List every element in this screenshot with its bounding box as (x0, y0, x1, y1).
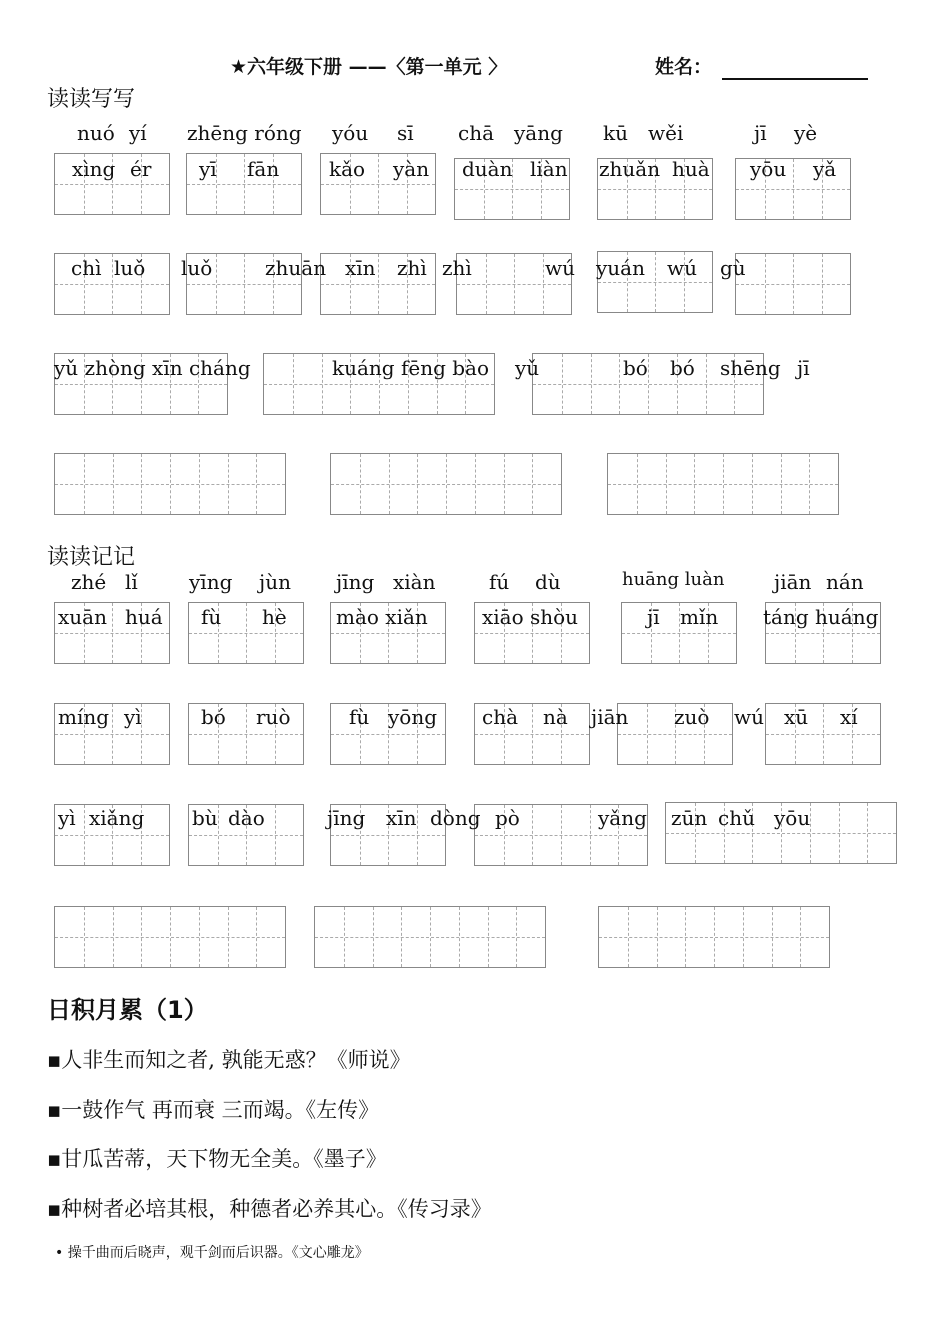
writing-box[interactable] (735, 253, 851, 315)
pinyin: bó (623, 356, 648, 380)
pinyin: yōu (774, 806, 811, 830)
pinyin: liàn (530, 157, 568, 181)
pinyin: bù (192, 806, 218, 830)
pinyin: yí (129, 121, 147, 145)
section-read-remember: 读读记记 (47, 545, 136, 570)
pinyin: jùn (259, 570, 291, 594)
pinyin: hè (262, 605, 287, 629)
pinyin: sī (397, 121, 414, 145)
pinyin: xìng (72, 157, 116, 181)
quote-line: ▪人非生而知之者, 孰能无惑？《师说》 (47, 1048, 411, 1072)
pinyin: jīng (336, 570, 375, 594)
writing-box[interactable] (598, 906, 830, 968)
name-label: 姓名： (655, 56, 713, 78)
pinyin: yǔ zhòng xīn cháng (54, 356, 251, 380)
pinyin: jī (797, 356, 810, 380)
quote-line: ▪种树者必培其根，种德者必养其心。《传习录》 (47, 1197, 492, 1221)
pinyin: wú (734, 705, 764, 729)
pinyin: xí (840, 705, 858, 729)
pinyin: jiān (591, 705, 629, 729)
pinyin: yàn (393, 157, 430, 181)
pinyin: xiǎng (89, 806, 145, 830)
pinyin: yǎ (813, 157, 837, 181)
pinyin: lǐ (125, 570, 138, 594)
pinyin: bó (201, 705, 226, 729)
pinyin: yōu (750, 157, 787, 181)
pinyin: táng huáng (763, 605, 879, 629)
pinyin: yīng (189, 570, 233, 594)
accumulate-title: 日积月累（1） (47, 996, 208, 1024)
pinyin: xīn (386, 806, 417, 830)
pinyin: huāng luàn (622, 569, 725, 590)
section-read-write: 读读写写 (47, 87, 136, 112)
pinyin: huà (672, 157, 710, 181)
pinyin: kuáng fēng bào (332, 356, 490, 380)
pinyin: fān (247, 157, 280, 181)
pinyin: duàn (462, 157, 513, 181)
pinyin: chā (458, 121, 495, 145)
pinyin: wěi (648, 121, 684, 145)
pinyin: zuò (674, 705, 710, 729)
pinyin: wú (545, 256, 575, 280)
pinyin: zhì (397, 256, 427, 280)
pinyin: fú (489, 570, 510, 594)
writing-box[interactable] (607, 453, 839, 515)
writing-box[interactable] (314, 906, 546, 968)
pinyin: fù (201, 605, 222, 629)
pinyin: míng (58, 705, 110, 729)
pinyin: ruò (256, 705, 291, 729)
pinyin: chǔ (718, 806, 755, 830)
pinyin: yǔ (515, 356, 540, 380)
writing-box[interactable] (330, 453, 562, 515)
pinyin: yāng (514, 121, 563, 145)
pinyin: jī (754, 121, 767, 145)
pinyin: fù (349, 705, 370, 729)
pinyin: gù (720, 256, 746, 280)
pinyin: yè (794, 121, 818, 145)
pinyin: nán (826, 570, 864, 594)
pinyin: jiān (774, 570, 812, 594)
pinyin: dào (228, 806, 265, 830)
pinyin: jīng (327, 806, 366, 830)
pinyin: shēng (720, 356, 781, 380)
pinyin: chà (482, 705, 519, 729)
pinyin: yì (58, 806, 76, 830)
pinyin: yǎng (598, 806, 647, 830)
pinyin: mǐn (680, 605, 719, 629)
pinyin: xiāo shòu (482, 605, 579, 629)
pinyin: yī (199, 157, 217, 181)
pinyin: mào xiǎn (336, 605, 428, 629)
writing-box[interactable] (54, 906, 286, 968)
writing-box[interactable] (54, 453, 286, 515)
quote-line-small: • 操千曲而后晓声，观千剑而后识器。《文心雕龙》 (55, 1245, 369, 1261)
pinyin: nà (543, 705, 568, 729)
pinyin: bó (670, 356, 695, 380)
pinyin: wú (667, 256, 697, 280)
page-title: ★六年级下册 ——〈第一单元 〉 (230, 56, 508, 78)
pinyin: zhuǎn (599, 157, 661, 181)
pinyin: zhuān (265, 256, 327, 280)
writing-box[interactable] (765, 703, 881, 765)
pinyin: nuó (77, 121, 115, 145)
pinyin: yóu (332, 121, 369, 145)
pinyin: xuān (58, 605, 107, 629)
pinyin: xū (784, 705, 809, 729)
pinyin: zūn (671, 806, 708, 830)
pinyin: dù (535, 570, 561, 594)
pinyin: chì (71, 256, 102, 280)
pinyin: xiàn (393, 570, 436, 594)
pinyin: zhēng róng (187, 121, 302, 145)
pinyin: zhì (442, 256, 472, 280)
writing-box[interactable] (621, 602, 737, 664)
pinyin: yōng (388, 705, 438, 729)
pinyin: dòng (430, 806, 481, 830)
pinyin: kū (603, 121, 628, 145)
pinyin: pò (495, 806, 520, 830)
pinyin: luǒ (181, 256, 213, 280)
pinyin: zhé (71, 570, 107, 594)
pinyin: ér (130, 157, 152, 181)
pinyin: jī (647, 605, 660, 629)
pinyin: luǒ (114, 256, 146, 280)
quote-line: ▪甘瓜苦蒂，天下物无全美。《墨子》 (47, 1147, 387, 1171)
pinyin: xīn (345, 256, 376, 280)
name-field[interactable] (722, 78, 868, 80)
pinyin: huá (125, 605, 163, 629)
pinyin: yì (124, 705, 142, 729)
quote-line: ▪一鼓作气 再而衰 三而竭。《左传》 (47, 1098, 380, 1122)
pinyin: yuán (596, 256, 645, 280)
pinyin: kǎo (329, 157, 366, 181)
